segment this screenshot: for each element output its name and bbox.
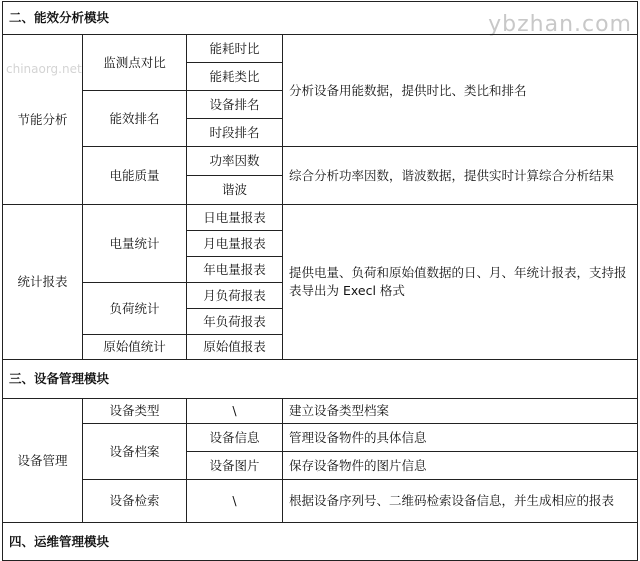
section-heading-3: 三、设备管理模块 — [3, 360, 638, 399]
watermark: ybzhan.com — [488, 12, 632, 37]
item-power-quality: 电能质量 — [83, 147, 187, 205]
sub-raw-report: 原始值报表 — [187, 335, 283, 360]
desc-device-info: 管理设备物件的具体信息 — [283, 424, 638, 452]
sub-monthly-elec: 月电量报表 — [187, 231, 283, 257]
sub-device-image: 设备图片 — [187, 452, 283, 480]
item-raw-stat: 原始值统计 — [83, 335, 187, 360]
item-device-archive: 设备档案 — [83, 424, 187, 480]
watermark-small: chinaorg.net — [6, 62, 82, 76]
sub-power-factor: 功率因数 — [187, 147, 283, 176]
desc-device-type: 建立设备类型档案 — [283, 399, 638, 424]
desc-device-search: 根据设备序列号、二维码检索设备信息，并生成相应的报表 — [283, 480, 638, 523]
sub-device-rank: 设备排名 — [187, 91, 283, 119]
desc-device-image: 保存设备物件的图片信息 — [283, 452, 638, 480]
desc-statistics: 提供电量、负荷和原始值数据的日、月、年统计报表，支持报表导出为 Execl 格式 — [283, 205, 638, 360]
sub-daily-elec: 日电量报表 — [187, 205, 283, 231]
sub-yearly-elec: 年电量报表 — [187, 257, 283, 283]
sub-harmonic: 谐波 — [187, 176, 283, 205]
sub-monthly-load: 月负荷报表 — [187, 283, 283, 309]
sub-energy-class-ratio: 能耗类比 — [187, 63, 283, 91]
item-device-type: 设备类型 — [83, 399, 187, 424]
sub-none-1: \ — [187, 399, 283, 424]
sub-device-info: 设备信息 — [187, 424, 283, 452]
item-load-stat: 负荷统计 — [83, 283, 187, 335]
function-spec-table — [2, 1, 638, 561]
section-heading-4: 四、运维管理模块 — [3, 523, 638, 561]
category-energy-saving: 节能分析 — [3, 35, 83, 205]
desc-energy-analysis: 分析设备用能数据，提供时比、类比和排名 — [283, 35, 638, 147]
category-statistics: 统计报表 — [3, 205, 83, 360]
section-heading-2: 二、能效分析模块 — [3, 2, 638, 35]
item-efficiency-rank: 能效排名 — [83, 91, 187, 147]
sub-period-rank: 时段排名 — [187, 119, 283, 147]
item-device-search: 设备检索 — [83, 480, 187, 523]
sub-none-2: \ — [187, 480, 283, 523]
sub-energy-ratio: 能耗时比 — [187, 35, 283, 63]
item-monitor-compare: 监测点对比 — [83, 35, 187, 91]
sub-yearly-load: 年负荷报表 — [187, 309, 283, 335]
category-device-management: 设备管理 — [3, 399, 83, 523]
item-electricity-stat: 电量统计 — [83, 205, 187, 283]
desc-power-quality: 综合分析功率因数，谐波数据，提供实时计算综合分析结果 — [283, 147, 638, 205]
